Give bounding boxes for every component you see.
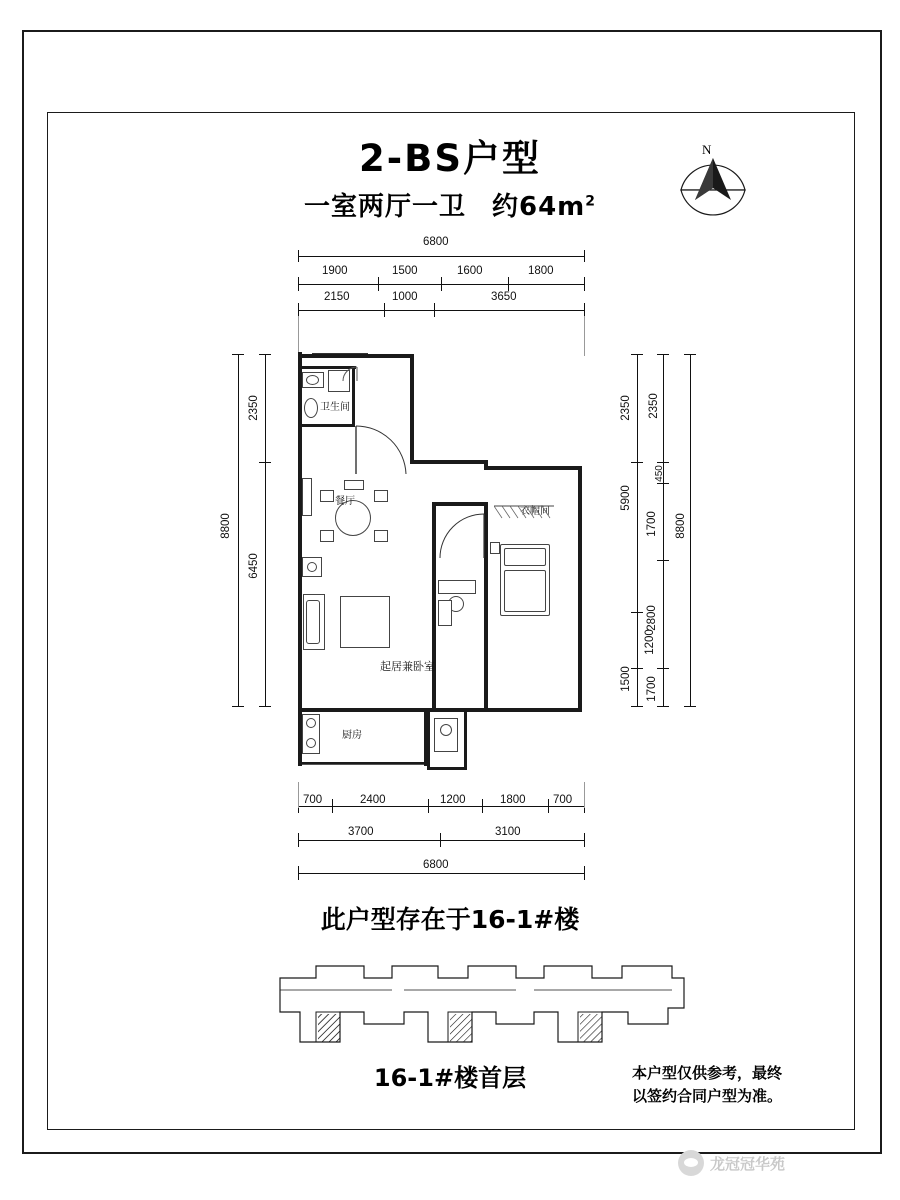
tick: [441, 277, 442, 291]
dining-chair-icon: [374, 530, 388, 542]
ext-line: [584, 782, 585, 808]
tick: [384, 303, 385, 317]
building-outline-icon: [272, 950, 692, 1055]
dim-left-outer: 8800: [219, 513, 232, 539]
nightstand-icon: [490, 542, 500, 554]
tick: [548, 799, 549, 813]
bedroom-door-swing-icon: [438, 512, 486, 560]
tick: [332, 799, 333, 813]
right-total-line: [690, 354, 691, 706]
desk-icon: [438, 580, 476, 594]
dim-bot-r1-1: 2400: [360, 794, 386, 806]
wall-left: [298, 354, 302, 710]
top-total-line: [298, 256, 584, 257]
tick: [584, 250, 585, 262]
dim-right-outer: 8800: [674, 513, 687, 539]
bottom-total-line: [298, 873, 584, 874]
wall-corner: [298, 352, 302, 356]
dim-right-b-450: 450: [653, 465, 665, 482]
watermark-logo-icon: [678, 1150, 704, 1176]
dim-top-r2-1: 1000: [392, 291, 418, 303]
entry-door-swing-icon: [354, 424, 410, 476]
wall-bottom: [298, 708, 582, 712]
tick: [298, 866, 299, 880]
dining-chair-icon: [374, 490, 388, 502]
dim-right-b-1700b: 1700: [645, 676, 658, 702]
tick: [298, 833, 299, 847]
building-note: 此户型存在于16-1#楼: [320, 905, 580, 934]
disclaimer-line-2: 以签约合同户型为准。: [632, 1086, 783, 1105]
top-row2-line: [298, 310, 584, 311]
page-title: 2-BS户型: [359, 137, 541, 180]
watermark: [678, 1146, 878, 1180]
dim-top-r1-0: 1900: [322, 265, 348, 277]
tick: [584, 277, 585, 291]
ext-line: [298, 316, 299, 356]
wall-balcony-bottom: [427, 767, 467, 770]
door-swing-bath-icon: [342, 366, 358, 382]
disclaimer-line-1: 本户型仅供参考，最终: [632, 1064, 783, 1082]
tick: [298, 303, 299, 317]
wall-inner-v1: [432, 502, 436, 560]
bottom-row2-line: [298, 840, 584, 841]
wall-inner-h1: [432, 502, 488, 506]
wall-h-b: [484, 466, 582, 470]
wall-inner-v3: [432, 556, 436, 708]
cabinet-icon: [302, 478, 312, 516]
dim-bot-r1-4: 700: [553, 794, 573, 806]
wall-balcony-left: [427, 708, 430, 770]
ext-line: [298, 782, 299, 808]
dim-right-b-0: 2350: [647, 393, 660, 419]
dim-right-a-1: 5900: [619, 485, 632, 511]
compass-icon: [676, 152, 750, 222]
tick: [684, 706, 696, 707]
dim-bot-r1-2: 1200: [440, 794, 466, 806]
wall-h-a: [410, 460, 488, 464]
compass-north-label: N: [702, 142, 712, 157]
tick: [378, 277, 379, 291]
dim-bot-r1-3: 1800: [500, 794, 526, 806]
dining-chair-icon: [320, 490, 334, 502]
floorplan-caption: 16-1#楼首层: [373, 1064, 527, 1092]
room-label-kitchen: 厨房: [342, 730, 362, 741]
tick: [298, 250, 299, 262]
tick: [440, 833, 441, 847]
room-label-cloakroom: 衣帽间: [520, 506, 550, 517]
stove-burner-icon: [306, 718, 316, 728]
duvet-icon: [504, 570, 546, 612]
dim-left-inner-1: 6450: [247, 553, 260, 579]
room-label-bathroom: 卫生间: [320, 402, 350, 413]
tick: [584, 866, 585, 880]
stove-burner-icon: [306, 738, 316, 748]
pillow-icon: [504, 548, 546, 566]
toilet-icon: [304, 398, 318, 418]
tick: [584, 303, 585, 317]
wall-bath-bottom: [298, 424, 354, 427]
wall-vert-a: [410, 354, 414, 464]
dim-top-r1-1: 1500: [392, 265, 418, 277]
dim-top-r1-3: 1800: [528, 265, 554, 277]
building-silhouette: [272, 950, 692, 1055]
disclaimer-text: [632, 1062, 862, 1107]
dim-top-r2-0: 2150: [324, 291, 350, 303]
dim-bot-total: 6800: [423, 859, 449, 871]
tick: [684, 354, 696, 355]
wall-balcony-right: [464, 708, 467, 770]
sidetable-icon: [438, 600, 452, 626]
area-label: 约64m: [491, 192, 586, 222]
dim-top-total: 6800: [423, 236, 449, 248]
dining-chair-icon: [320, 530, 334, 542]
dim-right-b-1700: 1700: [645, 511, 658, 537]
tick: [298, 277, 299, 291]
dim-bot-r1-0: 700: [303, 794, 323, 806]
tick: [434, 303, 435, 317]
kitchen-window: [302, 764, 424, 765]
sink-basin-icon: [306, 375, 319, 385]
dim-top-r1-2: 1600: [457, 265, 483, 277]
page-subtitle: [0, 186, 900, 223]
bottom-row1-line: [298, 806, 584, 807]
closet-hanging-icon: [494, 504, 554, 526]
rug-icon: [340, 596, 390, 648]
compass-rose: [676, 142, 750, 222]
room-label-dining: 餐厅: [335, 496, 355, 507]
tick: [508, 277, 509, 291]
tick: [584, 833, 585, 847]
room-label-living-bedroom: 起居兼卧室: [380, 660, 435, 673]
washer-door-icon: [440, 724, 452, 736]
dim-bot-r2-1: 3100: [495, 826, 521, 838]
dim-right-b-2800: 2800: [645, 605, 658, 631]
dim-top-r2-2: 3650: [491, 291, 517, 303]
dim-bot-r2-0: 3700: [348, 826, 374, 838]
wall-top-a: [298, 354, 414, 358]
sofa-cushion-icon: [306, 600, 320, 644]
wall-right: [578, 466, 582, 712]
area-unit-sup: 2: [585, 193, 597, 210]
apartment-floor-plan: [232, 352, 672, 782]
dim-left-inner-0: 2350: [247, 395, 260, 421]
dining-chair-icon: [344, 480, 364, 490]
tick: [428, 799, 429, 813]
appliance-dial-icon: [307, 562, 317, 572]
dim-right-c-0: 1200: [643, 629, 656, 655]
tick: [482, 799, 483, 813]
window-top: [312, 353, 368, 354]
ext-line: [584, 316, 585, 356]
room-type-label: 一室两厅一卫: [303, 192, 466, 222]
dim-right-a-2: 1500: [619, 666, 632, 692]
dim-right-a-0: 2350: [619, 395, 632, 421]
watermark-text: 龙冠冠华苑: [710, 1154, 786, 1173]
